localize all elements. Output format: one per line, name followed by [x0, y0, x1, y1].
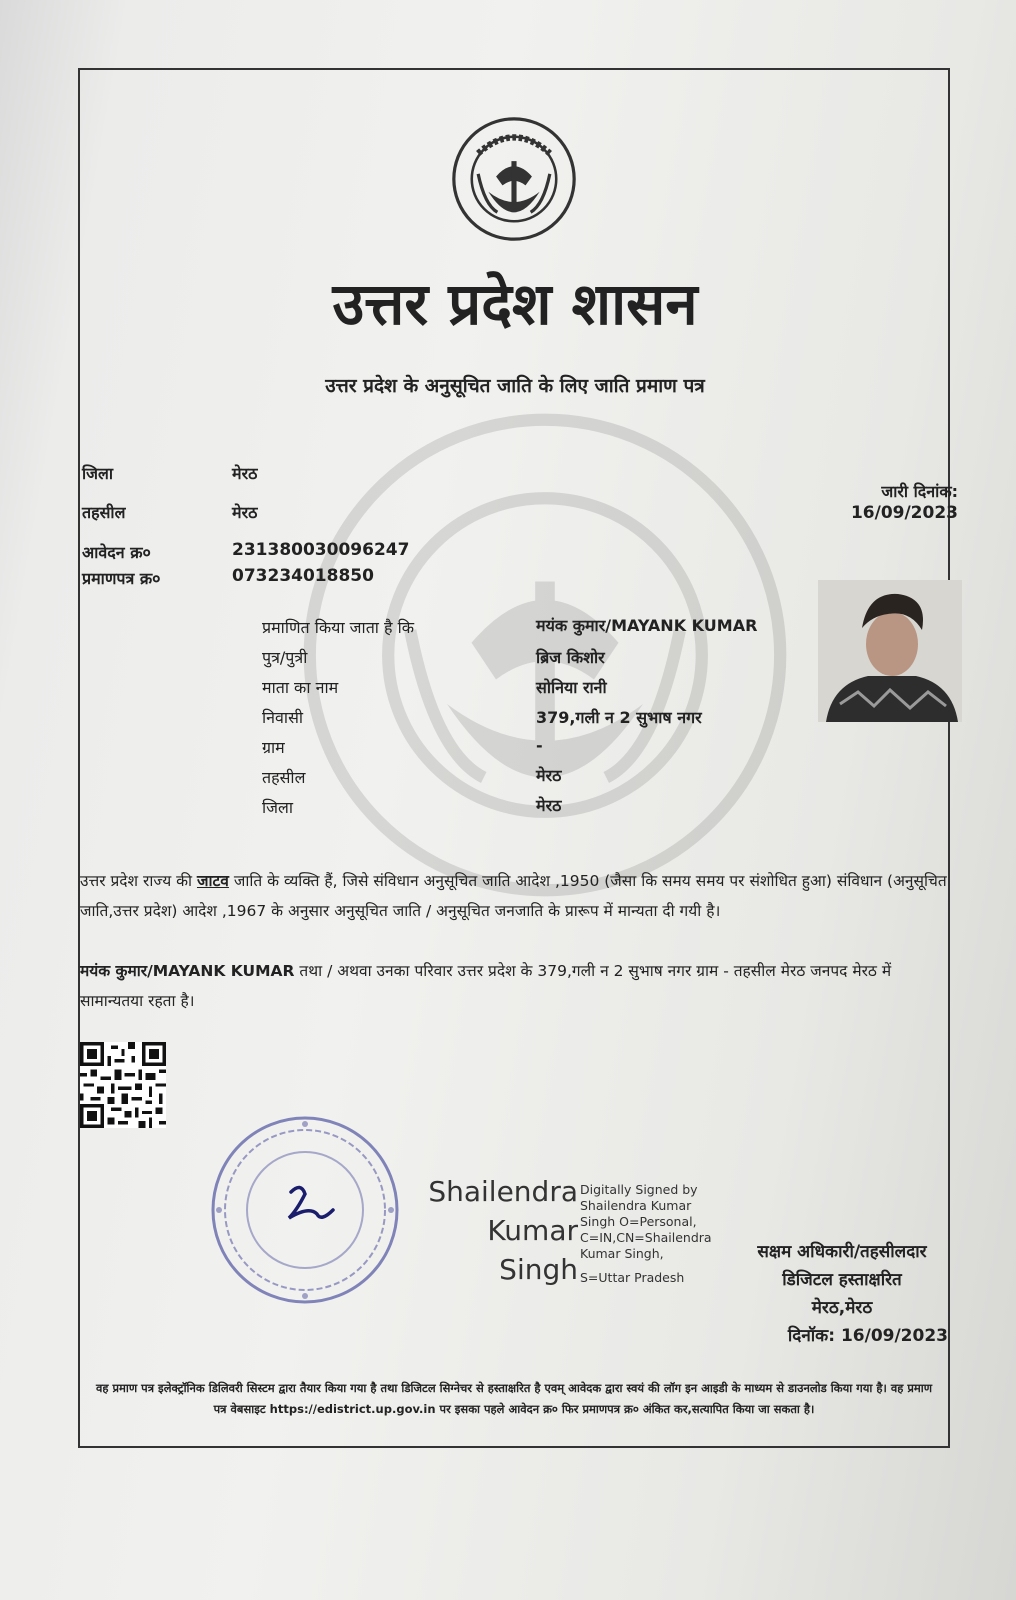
detail-label: जिला	[262, 798, 294, 817]
district-value: मेरठ	[232, 464, 258, 483]
detail-label: निवासी	[262, 708, 304, 727]
official-seal-stamp	[205, 1110, 405, 1310]
detail-label: ग्राम	[262, 738, 285, 757]
detail-label: माता का नाम	[262, 678, 339, 697]
applicant-name-value: मयंक कुमार/MAYANK KUMAR	[536, 616, 758, 635]
caste-name: जाटव	[196, 872, 229, 890]
certificate-no-label: प्रमाणपत्र क्र०	[82, 569, 161, 588]
certificate-no-value: 073234018850	[232, 566, 374, 586]
footer-disclaimer: वह प्रमाण पत्र इलेक्ट्रॉनिक डिलिवरी सिस्टम द्वारा तैयार किया गया है तथा डिजिटल सिग्नेचर से हस्ताक्षरित है एवम् आवेदक द्वारा स्वयं की लॉग इन आइडी के माध्यम से डाउनलोड किया गया है। वह प्रमाण पत्र वेबसाइट https://edistrict.up.gov.in पर इसका पहले आवेदन क्र० फिर प्रमाणपत्र क्र० अंकित कर,सत्यापित किया जा सकता है।	[95, 1381, 933, 1416]
application-no-value: 231380030096247	[232, 540, 410, 560]
address-value: 379,गली न 2 सुभाष नगर	[536, 708, 702, 727]
certificate-body-paragraph: उत्तर प्रदेश राज्य की जाटव जाति के व्यक्ति हैं, जिसे संविधान अनुसूचित जाति आदेश ,1950 (जैसा कि समय समय पर संशोधित हुआ) संविधान (अनुसूचित जाति,उत्तर प्रदेश) आदेश ,1967 के अनुसार अनुसूचित जाति / अनुसूचित जनजाति के प्रारूप में मान्यता दी गयी है।	[80, 872, 947, 920]
certificate-title: उत्तर प्रदेश के अनुसूचित जाति के लिए जाति प्रमाण पत्र	[325, 375, 705, 397]
mother-name-value: सोनिया रानी	[536, 678, 607, 697]
issue-date-label: जारी दिनांक:	[881, 482, 958, 501]
digital-signature-details: Digitally Signed by Shailendra Kumar Singh O=Personal, C=IN,CN=Shailendra Kumar Singh, S=Uttar Pradesh	[580, 1182, 712, 1285]
qr-code-icon	[80, 1042, 166, 1128]
village-value: -	[536, 736, 543, 755]
detail-label: तहसील	[262, 768, 306, 787]
applicant-photo	[818, 580, 962, 722]
signer-name: Shailendra Kumar Singh	[428, 1175, 578, 1286]
issue-date-value: 16/09/2023	[850, 503, 958, 523]
residence-paragraph: मयंक कुमार/MAYANK KUMAR तथा / अथवा उनका परिवार उत्तर प्रदेश के 379,गली न 2 सुभाष नगर ग्राम - तहसील मेरठ जनपद मेरठ में सामान्यतया रहता है।	[80, 962, 892, 1010]
up-government-emblem-icon	[447, 115, 581, 243]
father-name-value: ब्रिज किशोर	[536, 648, 605, 667]
tehsil-label: तहसील	[82, 503, 126, 522]
detail-label: प्रमाणित किया जाता है कि	[262, 618, 415, 637]
application-no-label: आवेदन क्र०	[82, 543, 151, 562]
government-title: उत्तर प्रदेश शासन	[332, 270, 698, 338]
issuing-authority: सक्षम अधिकारी/तहसीलदार डिजिटल हस्ताक्षरित मेरठ,मेरठ दिनॉक: 16/09/2023	[757, 1242, 948, 1346]
tehsil-value: मेरठ	[232, 503, 258, 522]
detail-tehsil-value: मेरठ	[536, 766, 562, 785]
detail-district-value: मेरठ	[536, 796, 562, 815]
district-label: जिला	[82, 464, 114, 483]
applicant-name-inline: मयंक कुमार/MAYANK KUMAR	[80, 962, 295, 980]
detail-label: पुत्र/पुत्री	[262, 648, 308, 667]
